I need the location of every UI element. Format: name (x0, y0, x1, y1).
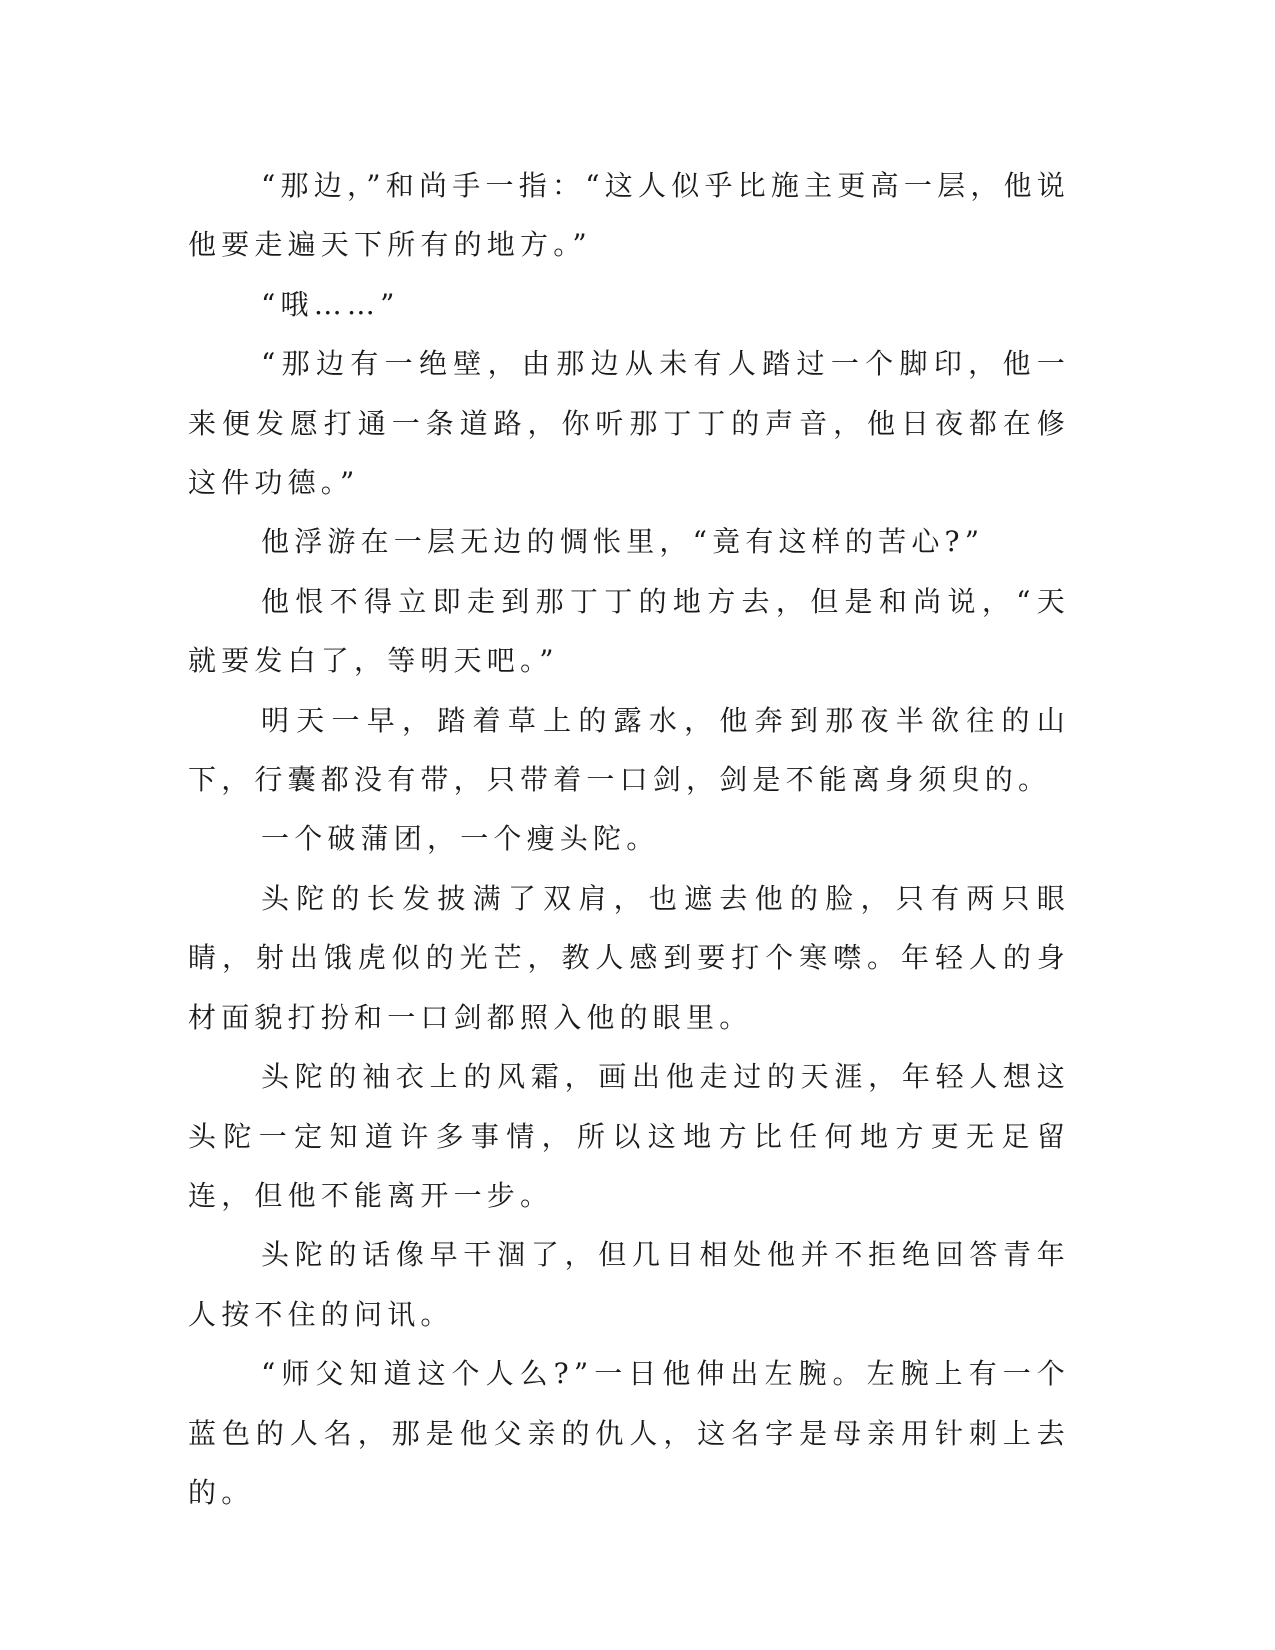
paragraph-11: “师父知道这个人么?”一日他伸出左腕。左腕上有一个蓝色的人名，那是他父亲的仇人，这名字是母亲用针刺上去的。 (188, 1357, 1070, 1509)
paragraph-9: 头陀的袖衣上的风霜，画出他走过的天涯，年轻人想这头陀一定知道许多事情，所以这地方比任何地方更无足留连，但他不能离开一步。 (188, 1060, 1070, 1212)
paragraph-10: 头陀的话像早干涸了，但几日相处他并不拒绝回答青年人按不住的问讯。 (188, 1238, 1070, 1331)
paragraph-3: “那边有一绝壁，由那边从未有人踏过一个脚印，他一来便发愿打通一条道路，你听那丁丁的声音，他日夜都在修这件功德。” (188, 347, 1070, 500)
paragraph-1: “那边，”和尚手一指：“这人似乎比施主更高一层，他说他要走遍天下所有的地方。” (188, 169, 1070, 262)
paragraph-7: 一个破蒲团，一个瘦头陀。 (261, 822, 660, 856)
paragraph-2: “哦……” (261, 287, 400, 321)
paragraph-6: 明天一早，踏着草上的露水，他奔到那夜半欲往的山下，行囊都没有带，只带着一口剑，剑是不能离身须臾的。 (188, 703, 1070, 797)
paragraph-4: 他浮游在一层无边的惆怅里，“竟有这样的苦心?” (261, 525, 985, 559)
paragraph-8: 头陀的长发披满了双肩，也遮去他的脸，只有两只眼睛，射出饿虎似的光芒，教人感到要打个寒噤。年轻人的身材面貌打扮和一口剑都照入他的眼里。 (188, 881, 1070, 1034)
paragraph-5: 他恨不得立即走到那丁丁的地方去，但是和尚说，“天就要发白了，等明天吧。” (188, 584, 1070, 678)
body-text (188, 156, 1070, 1522)
